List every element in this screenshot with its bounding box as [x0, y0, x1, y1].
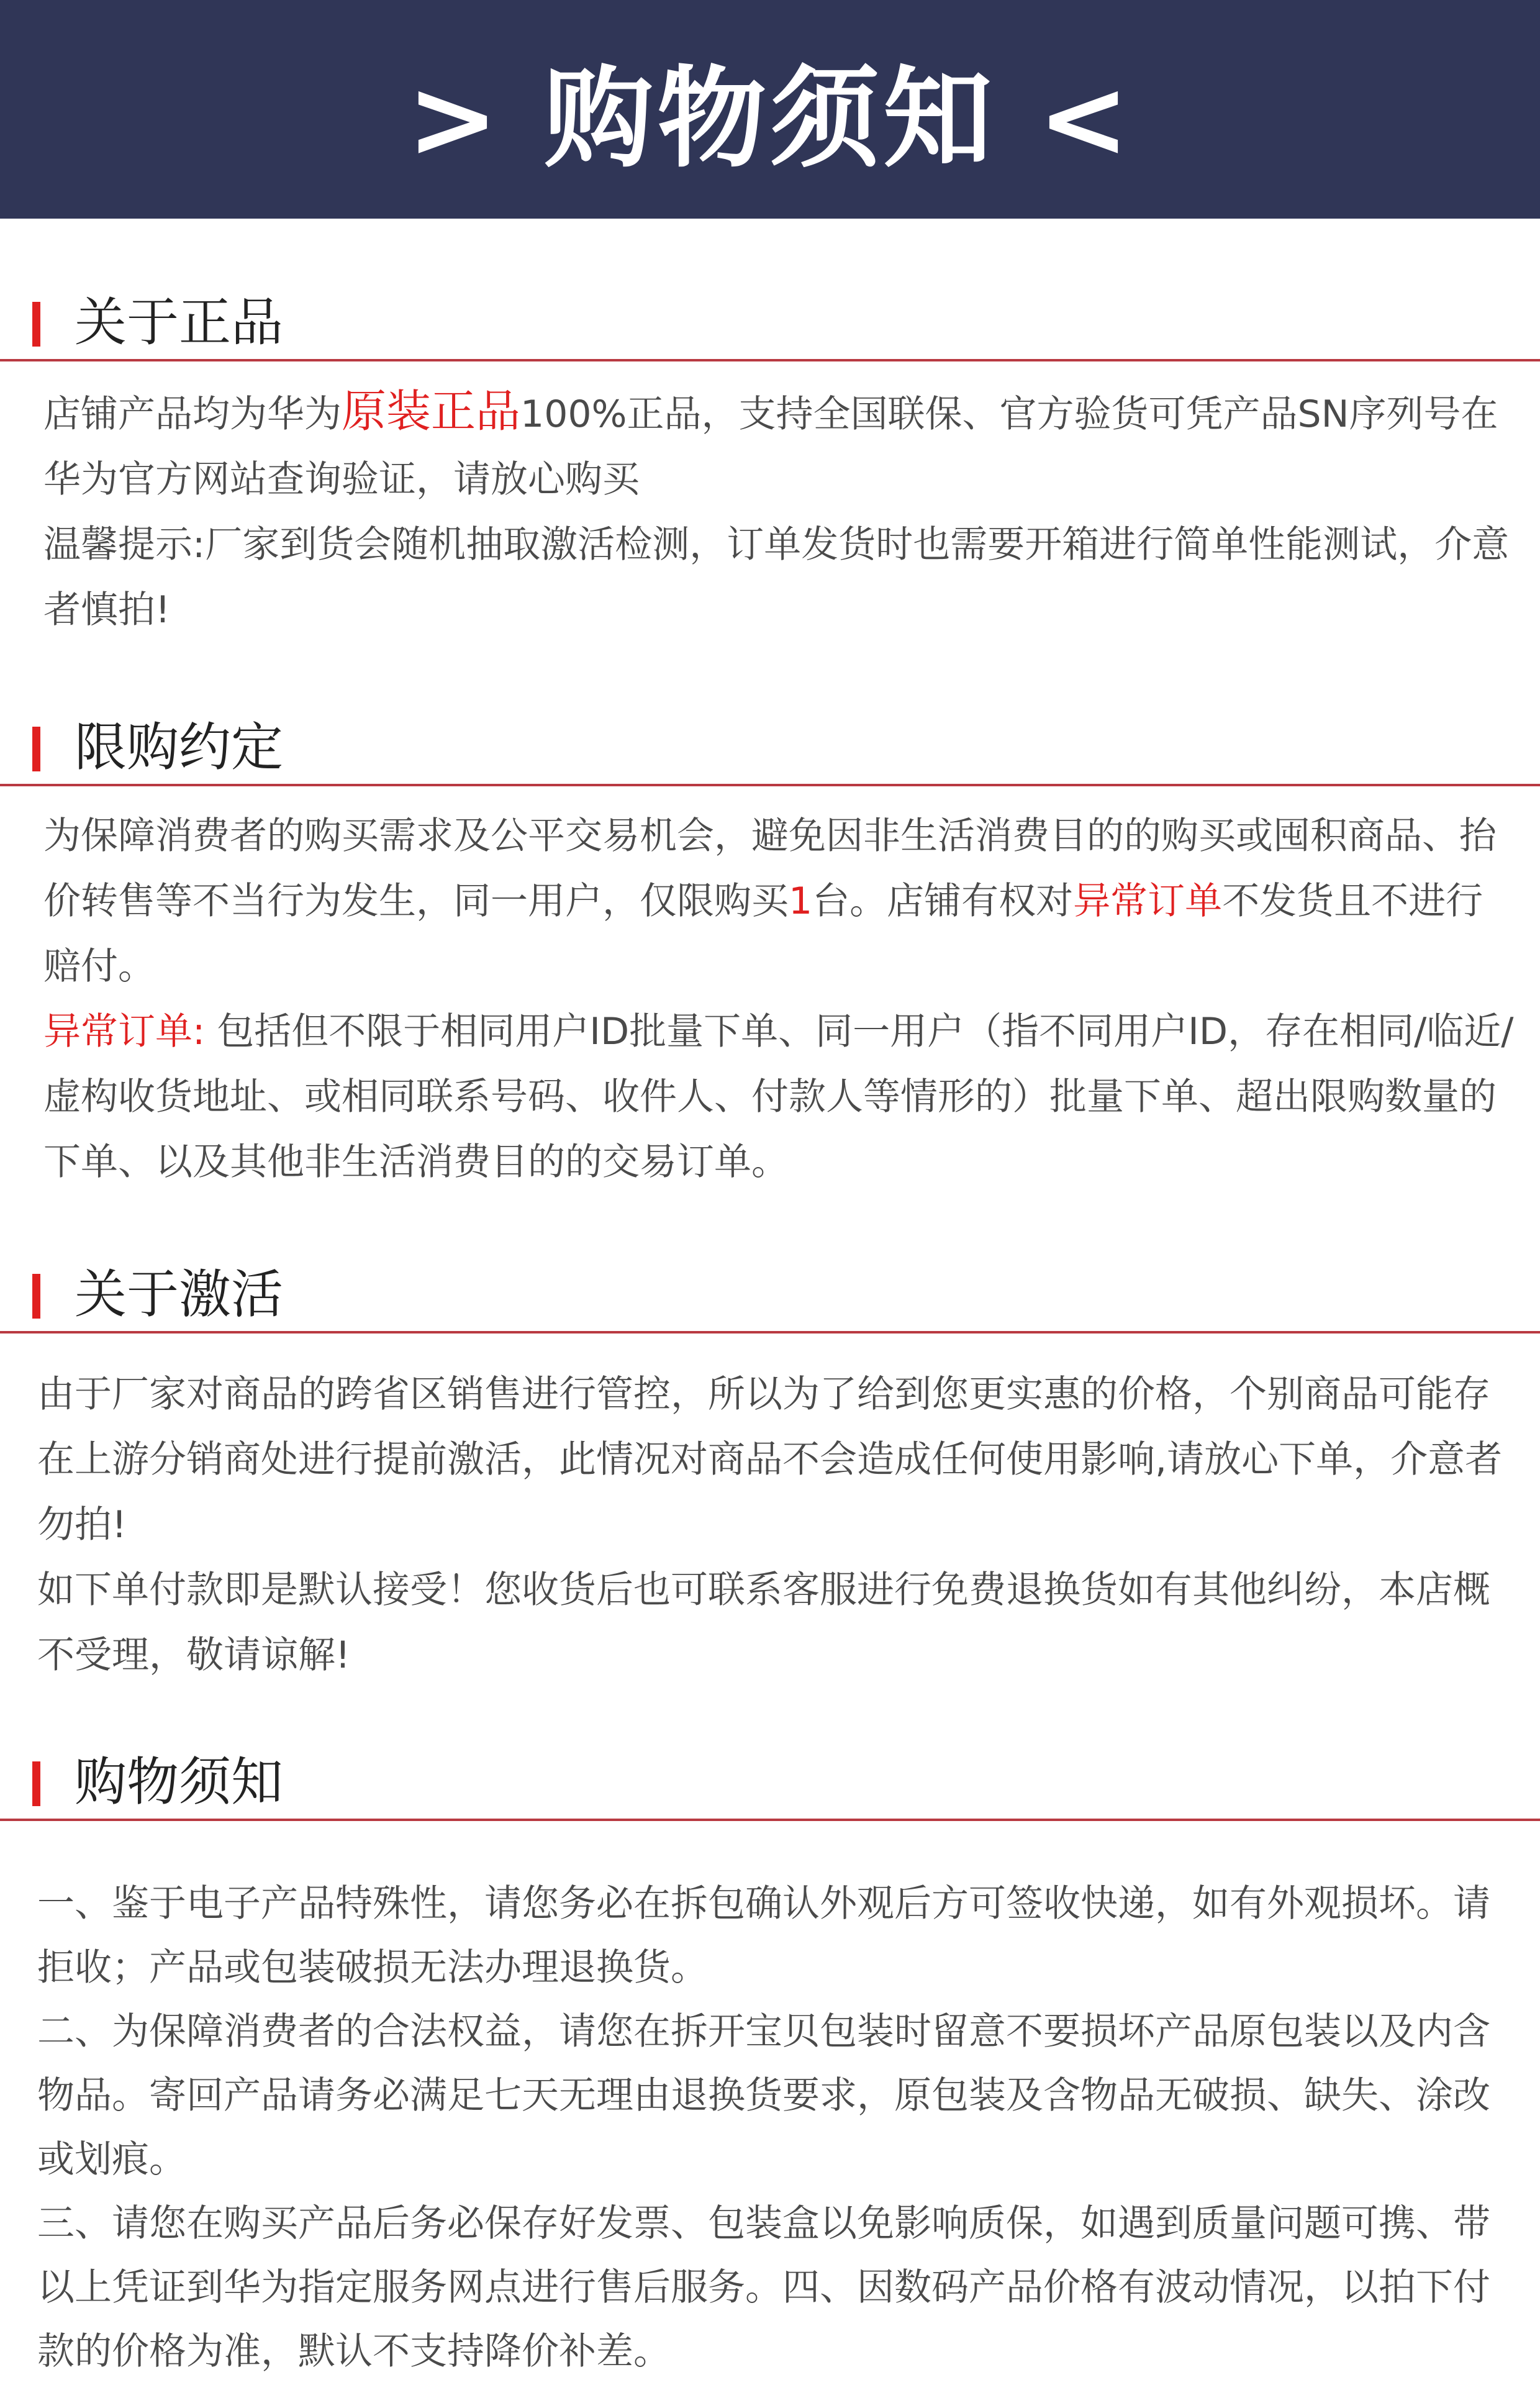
section-title: 限购约定: [75, 717, 284, 778]
section-heading: [0, 1256, 1540, 1333]
section-accent-bar: [32, 1274, 40, 1319]
section-heading: [0, 284, 1540, 361]
section-title: 关于激活: [75, 1264, 284, 1325]
highlight-text: 原装正品: [342, 385, 521, 437]
highlight-text: 异常订单:: [43, 1010, 206, 1053]
text-run: 店铺产品均为华为: [43, 393, 342, 436]
paragraph: [43, 379, 1515, 512]
paragraph: 一、鉴于电子产品特殊性，请您务必在拆包确认外观后方可签收快递，如有外观损坏。请拒收；产品或包装破损无法办理退换货。: [37, 1882, 1490, 1989]
text-run: 台。店铺有权对: [812, 879, 1074, 923]
text-run: 100%正品，支持全国联保、官方验货可凭产品SN序列号在华为官方网站查询验证，请放心购买: [43, 393, 1498, 501]
paragraph: 二、为保障消费者的合法权益，请您在拆开宝贝包装时留意不要损坏产品原包装以及内含物品。寄回产品请务必满足七天无理由退换货要求，原包装及含物品无破损、缺失、涂改或划痕。: [37, 2010, 1490, 2181]
highlight-number: 1: [789, 879, 813, 923]
section-title: 关于正品: [75, 292, 284, 353]
section-body: [37, 1362, 1509, 1688]
paragraph: 由于厂家对商品的跨省区销售进行管控，所以为了给到您更实惠的价格，个别商品可能存在上游分销商处进行提前激活，此情况对商品不会造成任何使用影响,请放心下单，介意者勿拍!: [37, 1373, 1503, 1547]
section-accent-bar: [32, 302, 40, 347]
paragraph: [43, 804, 1515, 999]
paragraph: [43, 999, 1515, 1195]
text-run: 包括但不限于相同用户ID批量下单、同一用户（指不同用户ID，存在相同/临近/虚构收货地址、或相同联系号码、收件人、付款人等情形的）批量下单、超出限购数量的下单、以及其他非生活消费目的的交易订单。: [43, 1010, 1514, 1184]
section-heading: [0, 709, 1540, 786]
text-run: 不发货且不进行赔付。: [43, 879, 1483, 988]
page-header-banner: [0, 0, 1540, 219]
text-run: 为保障消费者的购买需求及公平交易机会，避免因非生活消费目的的购买或囤积商品、抬价转售等不当行为发生，同一用户，仅限购买: [43, 814, 1497, 923]
paragraph: 如下单付款即是默认接受！您收货后也可联系客服进行免费退换货如有其他纠纷，本店概不受理，敬请谅解!: [37, 1568, 1490, 1677]
section-body: [43, 379, 1515, 643]
section-heading: [0, 1744, 1540, 1821]
section-body: [43, 804, 1515, 1195]
section-title: 购物须知: [75, 1751, 284, 1812]
section-accent-bar: [32, 1761, 40, 1806]
page-header-title: > 购物须知 <: [407, 55, 1133, 183]
paragraph: 三、请您在购买产品后务必保存好发票、包装盒以免影响质保，如遇到质量问题可携、带以上凭证到华为指定服务网点进行售后服务。四、因数码产品价格有波动情况，以拍下付款的价格为准，默认不支持降价补差。: [37, 2202, 1490, 2373]
section-body: [37, 1872, 1509, 2384]
paragraph: 温馨提示:厂家到货会随机抽取激活检测，订单发货时也需要开箱进行简单性能测试，介意者慎拍!: [43, 523, 1510, 632]
highlight-text: 异常订单: [1073, 879, 1223, 923]
section-accent-bar: [32, 727, 40, 771]
